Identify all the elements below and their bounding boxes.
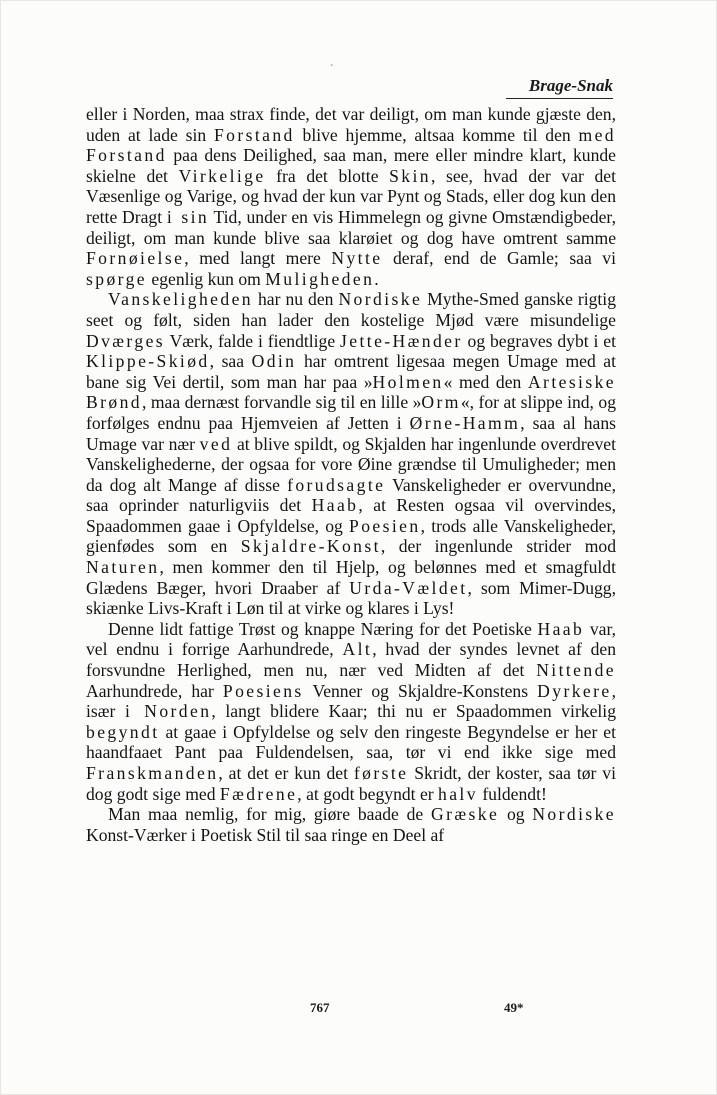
spaced-emphasis-text: Naturen <box>86 557 160 578</box>
spaced-emphasis-text: spørge <box>86 268 147 289</box>
spaced-emphasis-text: Haab <box>537 618 585 639</box>
text-run: Skridt, der koster, saa tør vi dog godt sige med <box>86 763 616 804</box>
spaced-emphasis-text: Fædrene <box>219 783 298 804</box>
spaced-emphasis-text: begyndt <box>86 721 160 742</box>
spaced-emphasis-text: Urda-Vældet <box>349 577 468 598</box>
spaced-emphasis-text: første <box>353 763 409 783</box>
text-run: Man maa nemlig, for mig, giøre baade de <box>108 804 432 825</box>
text-run: , med langt mere <box>184 248 332 269</box>
text-run: Værk, falde i fiendtlige <box>165 330 341 351</box>
spaced-emphasis-text: Odin <box>251 351 297 372</box>
print-speck: ´ <box>330 64 334 75</box>
text-run: , trods alle Vanskeligheder, gienfødes som en <box>86 515 616 557</box>
signature-mark: 49* <box>504 1000 524 1015</box>
text-run: «, for at slippe ind, og forfølges endnu paa Hjemveien af Jetten i <box>86 392 616 433</box>
spaced-emphasis-text: halv <box>438 783 478 804</box>
text-run: , hvad der syndes levnet af den forsvundne Herlighed, men nu, nær ved Midten af det <box>86 639 617 681</box>
spaced-emphasis-text: Dyrkere <box>537 680 612 701</box>
spaced-emphasis-text: ved <box>199 433 233 454</box>
spaced-emphasis-text: Dværges <box>86 330 166 351</box>
spaced-emphasis-text: Nordiske <box>338 289 423 310</box>
text-run: , at godt begyndt er <box>297 783 439 804</box>
text-run: har omtrent ligesaa megen Umage med at bane sig Vei dertil, som man har paa » <box>86 351 616 392</box>
spaced-emphasis-text: Skin <box>389 165 431 186</box>
spaced-emphasis-text: Poesien <box>349 515 421 536</box>
text-run: , at Resten ogsaa vil overvindes, Spaadommen gaae i Opfyldelse, og <box>86 495 616 536</box>
text-run: , der ingenlunde strider mod <box>380 536 617 557</box>
text-run: at blive spildt, og Skjalden har ingenlunde overdrevet Vanskelighederne, der ogsaa for vore Øine grændse til Umuligheder; men da dog alt Mange af disse <box>86 433 617 495</box>
text-run: , langt blidere Kaar; thi nu er Spaadommen virkelig <box>211 701 616 722</box>
spaced-emphasis-text: Klippe-Skiød <box>86 351 210 372</box>
text-run: « med den <box>443 371 528 392</box>
text-run: og <box>499 804 533 825</box>
spaced-emphasis-text: Nytte <box>331 248 383 269</box>
text-run: fuldendt! <box>477 783 547 804</box>
text-run: Venner og Skjaldre-Konstens <box>303 680 538 701</box>
text-run: Konst-Værker i Poetisk Stil til saa ringe en Deel af <box>86 824 445 845</box>
text-run: har nu den <box>253 289 339 310</box>
spaced-emphasis-text: Virkelige <box>178 165 266 186</box>
paragraph <box>86 804 616 845</box>
text-run: , saa al hans Umage var nær <box>86 412 616 454</box>
text-run: , især <box>86 680 616 722</box>
text-run: , see, hvad der var det Væsenlige og Varige, og hvad der kun var Pynt og Stads, eller dog kun den rette Dragt <box>86 165 616 227</box>
body-text <box>86 104 616 845</box>
spaced-emphasis-text: Nordiske <box>532 804 617 825</box>
spaced-emphasis-text: Jette-Hænder <box>340 330 463 351</box>
running-head: Brage-Snak <box>528 76 613 95</box>
spaced-emphasis-text: i Norden <box>124 701 212 722</box>
spaced-emphasis-text: Nittende <box>536 660 616 681</box>
text-run: Aarhundrede, har <box>86 680 223 701</box>
spaced-emphasis-text: Fornøielse <box>86 248 185 269</box>
text-run: paa dens Deilighed, saa man, mere eller mindre klart, kunde skielne det <box>86 145 616 186</box>
spaced-emphasis-text: Skjaldre-Konst <box>240 536 381 557</box>
text-run: , at det er kun det <box>218 763 354 783</box>
running-head-rule <box>506 98 613 99</box>
text-run: Tid, under en vis Himmelegn og givne Omstændigbeder, deiligt, om man kunde blive saa klarøiet og dog have omtrent samme <box>86 206 616 248</box>
paragraph <box>86 619 616 804</box>
spaced-emphasis-text: Forstand <box>213 124 295 145</box>
text-run: fra det blotte <box>265 165 390 186</box>
spaced-emphasis-text: Orm <box>421 392 461 413</box>
spaced-emphasis-text: med Forstand <box>86 124 616 166</box>
spaced-emphasis-text: Muligheden <box>265 268 375 289</box>
text-run: Denne lidt fattige Trøst og knappe Næring for det Poetiske <box>108 618 538 639</box>
spaced-emphasis-text: Holmen <box>372 371 444 392</box>
text-run: , saa <box>209 351 252 372</box>
paragraph <box>86 289 616 619</box>
spaced-emphasis-text: i sin <box>166 206 210 227</box>
spaced-emphasis-text: Vanskeligheden <box>108 289 253 310</box>
text-run: eller i Norden, maa strax finde, det var deiligt, om man kunde gjæste den, uden at lade sin <box>86 104 616 145</box>
spaced-emphasis-text: Artesiske Brønd <box>86 371 617 413</box>
text-run: deraf, end de Gamle; saa vi <box>382 248 616 269</box>
spaced-emphasis-text: forudsagte <box>287 474 386 495</box>
text-run: Vanskeligheder er overvundne, saa oprinder naturligviis det <box>86 474 616 516</box>
text-run: egenlig kun om <box>147 268 266 289</box>
spaced-emphasis-text: Haab <box>311 495 359 516</box>
spaced-emphasis-text: Alt <box>342 639 373 660</box>
spaced-emphasis-text: Franskmanden <box>86 763 219 783</box>
text-run: at gaae i Opfyldelse og selv den ringeste Begyndelse er her et haandfaaet Pant paa Fuldendelsen, saa, tør vi end ikke sige med <box>86 721 616 763</box>
text-run: blive hjemme, altsaa komme til den <box>294 124 579 145</box>
paragraph <box>86 104 616 289</box>
text-run: , maa dernæst forvandle sig til en lille » <box>141 392 422 413</box>
text-run: , men kommer den til Hjelp, og belønnes med et smagfuldt Glædens Bæger, hvori Draaber af <box>86 557 616 598</box>
text-run: Mythe-Smed ganske rigtig seet og følt, siden han lader den kostelige Mjød være misundelige <box>86 289 616 330</box>
text-run: , som Mimer-Dugg, skiænke Livs-Kraft i Løn til at virke og klares i Lys! <box>86 577 616 619</box>
text-run: og begraves dybt i et <box>462 330 616 351</box>
text-run: . <box>374 268 379 289</box>
spaced-emphasis-text: Poesiens <box>222 680 304 701</box>
page-number: 767 <box>310 1000 330 1015</box>
spaced-emphasis-text: Ørne-Hamm <box>409 412 521 433</box>
spaced-emphasis-text: Græske <box>431 804 500 825</box>
text-run: var, vel endnu i forrige Aarhundrede, <box>86 618 616 660</box>
